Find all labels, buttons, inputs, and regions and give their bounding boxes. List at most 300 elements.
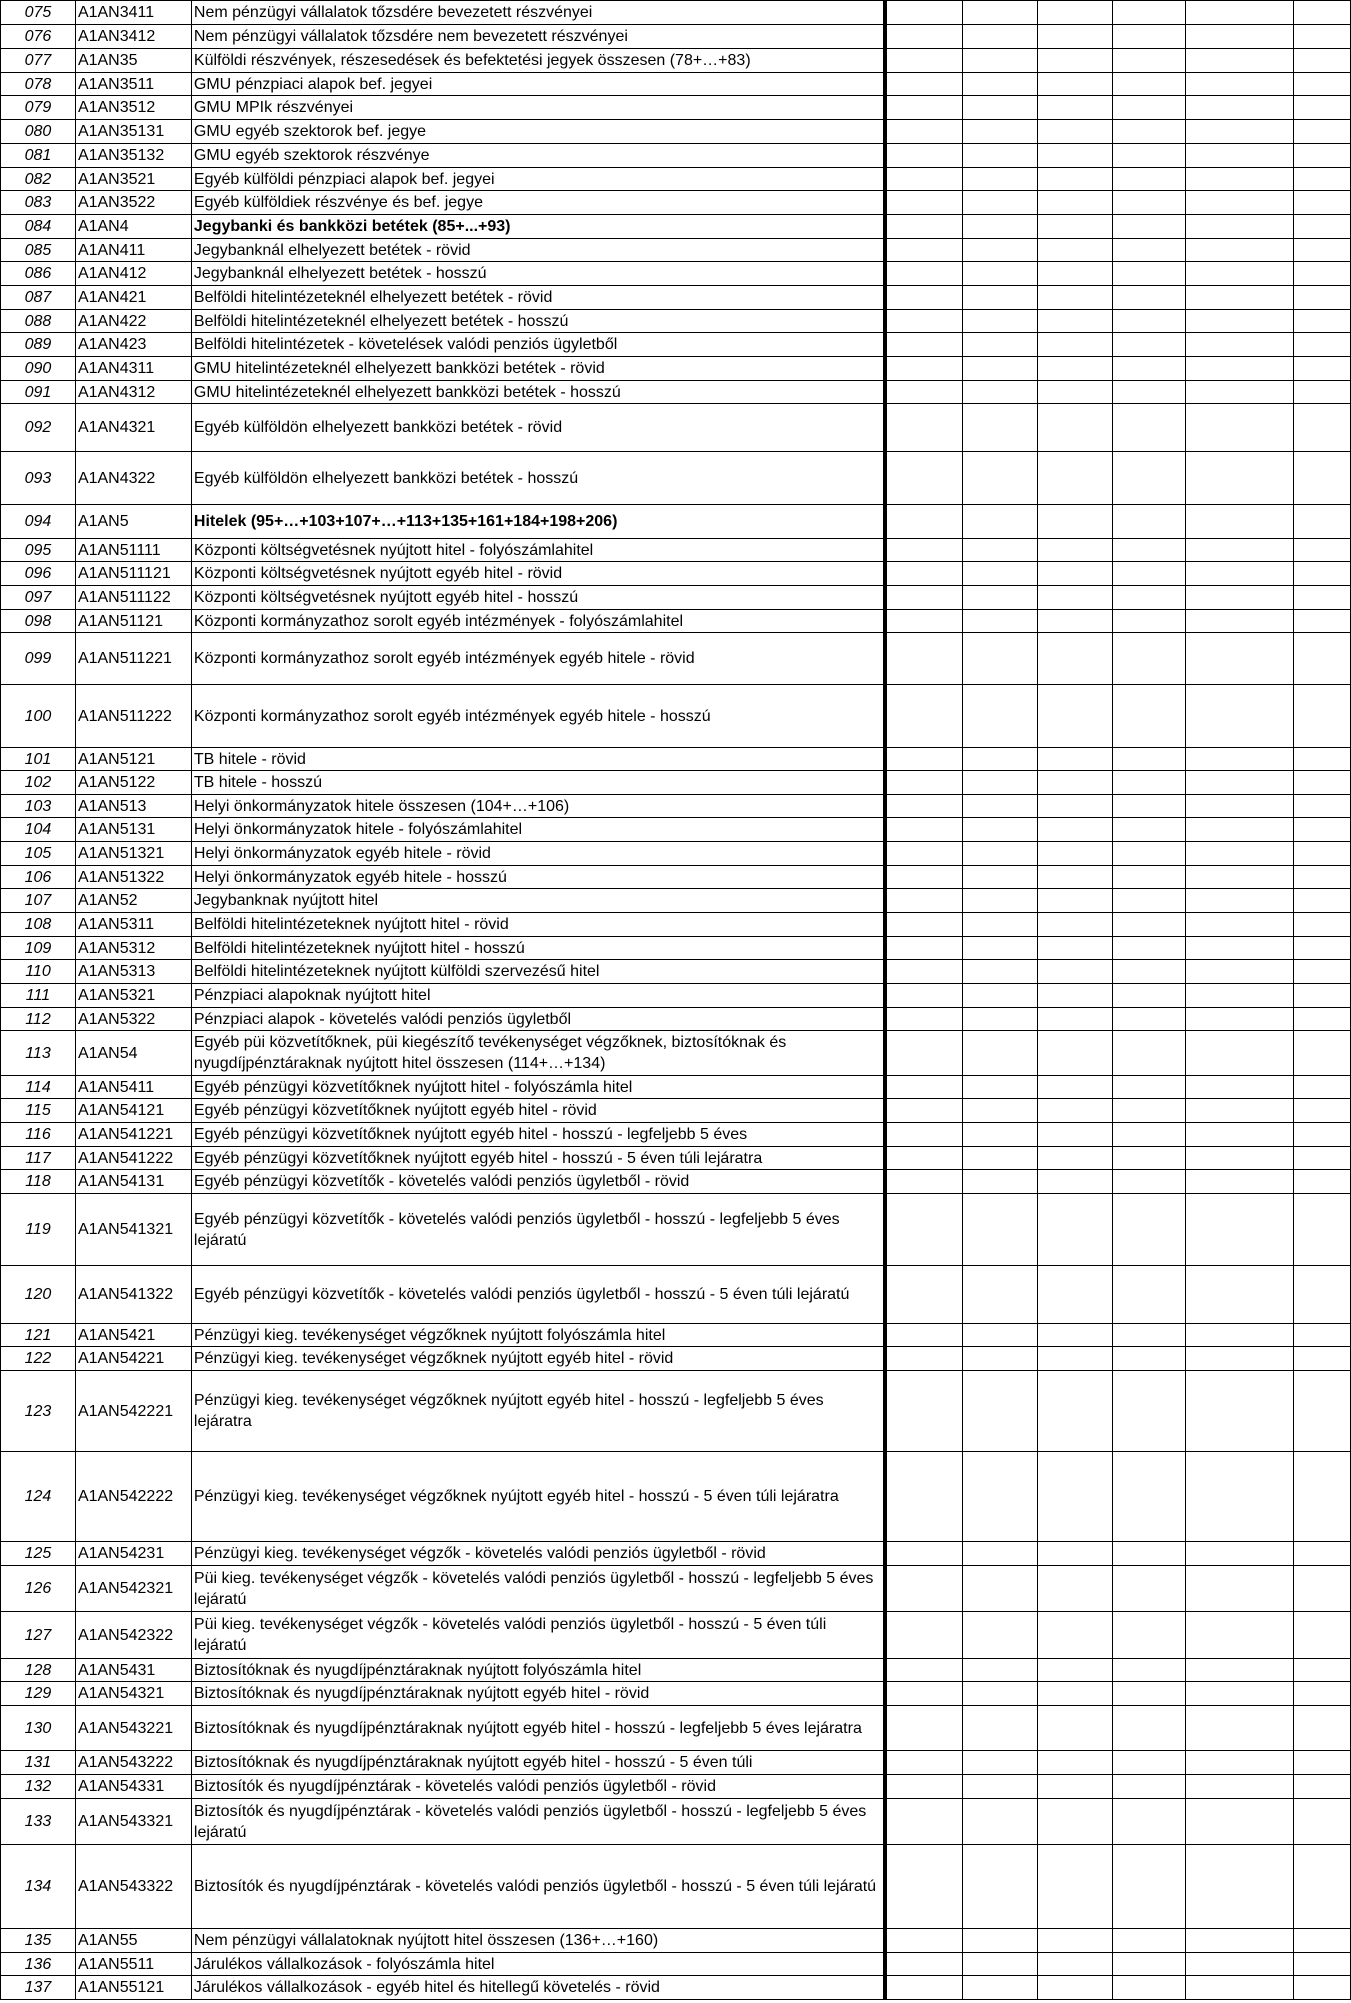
value-cell[interactable] — [1294, 357, 1351, 381]
value-cell[interactable] — [1186, 25, 1294, 49]
value-cell[interactable] — [1294, 685, 1351, 748]
value-cell[interactable] — [963, 1775, 1038, 1799]
value-cell[interactable] — [1294, 49, 1351, 73]
value-cell[interactable] — [1294, 795, 1351, 818]
value-cell[interactable] — [1113, 310, 1186, 333]
value-cell[interactable] — [1038, 937, 1113, 960]
value-cell[interactable] — [963, 610, 1038, 633]
value-cell[interactable] — [1038, 960, 1113, 984]
value-cell[interactable] — [1038, 1266, 1113, 1324]
value-cell[interactable] — [1186, 913, 1294, 937]
value-cell[interactable] — [963, 1751, 1038, 1775]
value-cell[interactable] — [1113, 262, 1186, 286]
value-cell[interactable] — [1038, 73, 1113, 96]
value-cell[interactable] — [1113, 1706, 1186, 1751]
value-cell[interactable] — [1113, 539, 1186, 562]
value-cell[interactable] — [1294, 889, 1351, 913]
value-cell[interactable] — [1294, 262, 1351, 286]
value-cell[interactable] — [963, 505, 1038, 539]
value-cell[interactable] — [963, 1076, 1038, 1099]
value-cell[interactable] — [963, 1170, 1038, 1194]
value-cell[interactable] — [963, 1194, 1038, 1266]
value-cell[interactable] — [1186, 842, 1294, 866]
value-cell[interactable] — [1186, 1845, 1294, 1929]
value-cell[interactable] — [1113, 215, 1186, 239]
value-cell[interactable] — [885, 1099, 963, 1123]
value-cell[interactable] — [963, 937, 1038, 960]
value-cell[interactable] — [1113, 1953, 1186, 1976]
value-cell[interactable] — [1038, 1194, 1113, 1266]
value-cell[interactable] — [1113, 1076, 1186, 1099]
value-cell[interactable] — [1038, 1076, 1113, 1099]
value-cell[interactable] — [1186, 610, 1294, 633]
value-cell[interactable] — [885, 1976, 963, 2000]
value-cell[interactable] — [1113, 1170, 1186, 1194]
value-cell[interactable] — [1038, 685, 1113, 748]
value-cell[interactable] — [1294, 771, 1351, 795]
value-cell[interactable] — [1186, 818, 1294, 842]
value-cell[interactable] — [1294, 168, 1351, 191]
value-cell[interactable] — [1294, 1706, 1351, 1751]
value-cell[interactable] — [1038, 1, 1113, 25]
value-cell[interactable] — [1294, 120, 1351, 144]
value-cell[interactable] — [1038, 357, 1113, 381]
value-cell[interactable] — [1294, 1099, 1351, 1123]
value-cell[interactable] — [1038, 1566, 1113, 1612]
value-cell[interactable] — [963, 357, 1038, 381]
value-cell[interactable] — [1113, 984, 1186, 1008]
value-cell[interactable] — [885, 1147, 963, 1170]
value-cell[interactable] — [1186, 1194, 1294, 1266]
value-cell[interactable] — [1113, 381, 1186, 404]
value-cell[interactable] — [885, 357, 963, 381]
value-cell[interactable] — [885, 960, 963, 984]
value-cell[interactable] — [1038, 1099, 1113, 1123]
value-cell[interactable] — [1186, 1976, 1294, 2000]
value-cell[interactable] — [885, 771, 963, 795]
value-cell[interactable] — [963, 1612, 1038, 1659]
value-cell[interactable] — [1113, 239, 1186, 262]
value-cell[interactable] — [885, 842, 963, 866]
value-cell[interactable] — [1186, 1566, 1294, 1612]
value-cell[interactable] — [1186, 1099, 1294, 1123]
value-cell[interactable] — [1113, 1123, 1186, 1147]
value-cell[interactable] — [1294, 25, 1351, 49]
value-cell[interactable] — [963, 1123, 1038, 1147]
value-cell[interactable] — [1294, 1612, 1351, 1659]
value-cell[interactable] — [885, 191, 963, 215]
value-cell[interactable] — [1038, 505, 1113, 539]
value-cell[interactable] — [1038, 96, 1113, 120]
value-cell[interactable] — [1113, 866, 1186, 889]
value-cell[interactable] — [963, 1799, 1038, 1845]
value-cell[interactable] — [1186, 1031, 1294, 1076]
value-cell[interactable] — [1294, 1566, 1351, 1612]
value-cell[interactable] — [1038, 866, 1113, 889]
value-cell[interactable] — [1294, 1542, 1351, 1566]
value-cell[interactable] — [1113, 1266, 1186, 1324]
value-cell[interactable] — [885, 286, 963, 310]
value-cell[interactable] — [1294, 215, 1351, 239]
value-cell[interactable] — [885, 1076, 963, 1099]
value-cell[interactable] — [1113, 1929, 1186, 1953]
value-cell[interactable] — [1186, 1123, 1294, 1147]
value-cell[interactable] — [885, 1170, 963, 1194]
value-cell[interactable] — [1113, 1194, 1186, 1266]
value-cell[interactable] — [1038, 633, 1113, 685]
value-cell[interactable] — [1038, 1452, 1113, 1542]
value-cell[interactable] — [1038, 539, 1113, 562]
value-cell[interactable] — [1294, 96, 1351, 120]
value-cell[interactable] — [1294, 1976, 1351, 2000]
value-cell[interactable] — [1294, 1929, 1351, 1953]
value-cell[interactable] — [885, 937, 963, 960]
value-cell[interactable] — [1294, 1123, 1351, 1147]
value-cell[interactable] — [1038, 771, 1113, 795]
value-cell[interactable] — [1038, 1845, 1113, 1929]
value-cell[interactable] — [963, 1, 1038, 25]
value-cell[interactable] — [1038, 1542, 1113, 1566]
value-cell[interactable] — [1186, 505, 1294, 539]
value-cell[interactable] — [885, 1008, 963, 1031]
value-cell[interactable] — [1294, 1799, 1351, 1845]
value-cell[interactable] — [963, 168, 1038, 191]
value-cell[interactable] — [963, 1008, 1038, 1031]
value-cell[interactable] — [963, 586, 1038, 610]
value-cell[interactable] — [1186, 96, 1294, 120]
value-cell[interactable] — [963, 381, 1038, 404]
value-cell[interactable] — [1186, 144, 1294, 168]
value-cell[interactable] — [1186, 239, 1294, 262]
value-cell[interactable] — [963, 25, 1038, 49]
value-cell[interactable] — [885, 73, 963, 96]
value-cell[interactable] — [885, 1566, 963, 1612]
value-cell[interactable] — [1186, 586, 1294, 610]
value-cell[interactable] — [1113, 452, 1186, 505]
value-cell[interactable] — [1294, 586, 1351, 610]
value-cell[interactable] — [1038, 1775, 1113, 1799]
value-cell[interactable] — [1294, 1452, 1351, 1542]
value-cell[interactable] — [1038, 262, 1113, 286]
value-cell[interactable] — [1113, 842, 1186, 866]
value-cell[interactable] — [1186, 73, 1294, 96]
value-cell[interactable] — [885, 1324, 963, 1347]
value-cell[interactable] — [1113, 562, 1186, 586]
value-cell[interactable] — [885, 452, 963, 505]
value-cell[interactable] — [1113, 49, 1186, 73]
value-cell[interactable] — [1294, 73, 1351, 96]
value-cell[interactable] — [1038, 168, 1113, 191]
value-cell[interactable] — [1186, 937, 1294, 960]
value-cell[interactable] — [963, 1147, 1038, 1170]
value-cell[interactable] — [1294, 562, 1351, 586]
value-cell[interactable] — [1186, 633, 1294, 685]
value-cell[interactable] — [963, 1706, 1038, 1751]
value-cell[interactable] — [1038, 286, 1113, 310]
value-cell[interactable] — [1294, 1775, 1351, 1799]
value-cell[interactable] — [1113, 1, 1186, 25]
value-cell[interactable] — [1038, 452, 1113, 505]
value-cell[interactable] — [1113, 1566, 1186, 1612]
value-cell[interactable] — [885, 120, 963, 144]
value-cell[interactable] — [1038, 1347, 1113, 1371]
value-cell[interactable] — [1113, 748, 1186, 771]
value-cell[interactable] — [1294, 1371, 1351, 1452]
value-cell[interactable] — [1186, 404, 1294, 452]
value-cell[interactable] — [1113, 1775, 1186, 1799]
value-cell[interactable] — [1186, 357, 1294, 381]
value-cell[interactable] — [1186, 215, 1294, 239]
value-cell[interactable] — [885, 1266, 963, 1324]
value-cell[interactable] — [1113, 1612, 1186, 1659]
value-cell[interactable] — [885, 215, 963, 239]
value-cell[interactable] — [1038, 404, 1113, 452]
value-cell[interactable] — [963, 1099, 1038, 1123]
value-cell[interactable] — [885, 1031, 963, 1076]
value-cell[interactable] — [963, 191, 1038, 215]
value-cell[interactable] — [963, 1566, 1038, 1612]
value-cell[interactable] — [963, 1953, 1038, 1976]
value-cell[interactable] — [1113, 1682, 1186, 1706]
value-cell[interactable] — [1038, 1324, 1113, 1347]
value-cell[interactable] — [1038, 748, 1113, 771]
value-cell[interactable] — [963, 1659, 1038, 1682]
value-cell[interactable] — [1113, 1099, 1186, 1123]
value-cell[interactable] — [1113, 586, 1186, 610]
value-cell[interactable] — [963, 960, 1038, 984]
value-cell[interactable] — [963, 795, 1038, 818]
value-cell[interactable] — [1186, 1659, 1294, 1682]
value-cell[interactable] — [1113, 795, 1186, 818]
value-cell[interactable] — [1186, 771, 1294, 795]
value-cell[interactable] — [1294, 1324, 1351, 1347]
value-cell[interactable] — [885, 633, 963, 685]
value-cell[interactable] — [1038, 25, 1113, 49]
value-cell[interactable] — [885, 1775, 963, 1799]
value-cell[interactable] — [1113, 1452, 1186, 1542]
value-cell[interactable] — [1113, 25, 1186, 49]
value-cell[interactable] — [963, 984, 1038, 1008]
value-cell[interactable] — [1186, 889, 1294, 913]
value-cell[interactable] — [1038, 913, 1113, 937]
value-cell[interactable] — [963, 748, 1038, 771]
value-cell[interactable] — [1186, 1452, 1294, 1542]
value-cell[interactable] — [963, 842, 1038, 866]
value-cell[interactable] — [1113, 1347, 1186, 1371]
value-cell[interactable] — [963, 633, 1038, 685]
value-cell[interactable] — [963, 144, 1038, 168]
value-cell[interactable] — [1186, 1371, 1294, 1452]
value-cell[interactable] — [885, 1799, 963, 1845]
value-cell[interactable] — [885, 1659, 963, 1682]
value-cell[interactable] — [1294, 404, 1351, 452]
value-cell[interactable] — [1038, 49, 1113, 73]
value-cell[interactable] — [885, 1682, 963, 1706]
value-cell[interactable] — [885, 1371, 963, 1452]
value-cell[interactable] — [1186, 539, 1294, 562]
value-cell[interactable] — [1038, 889, 1113, 913]
value-cell[interactable] — [1113, 120, 1186, 144]
value-cell[interactable] — [1038, 381, 1113, 404]
value-cell[interactable] — [1294, 1347, 1351, 1371]
value-cell[interactable] — [1038, 1170, 1113, 1194]
value-cell[interactable] — [885, 505, 963, 539]
value-cell[interactable] — [963, 818, 1038, 842]
value-cell[interactable] — [1038, 818, 1113, 842]
value-cell[interactable] — [1038, 120, 1113, 144]
value-cell[interactable] — [1294, 913, 1351, 937]
value-cell[interactable] — [885, 610, 963, 633]
value-cell[interactable] — [885, 1929, 963, 1953]
value-cell[interactable] — [963, 1682, 1038, 1706]
value-cell[interactable] — [1113, 286, 1186, 310]
value-cell[interactable] — [1113, 937, 1186, 960]
value-cell[interactable] — [1294, 144, 1351, 168]
value-cell[interactable] — [1113, 771, 1186, 795]
value-cell[interactable] — [1294, 1, 1351, 25]
value-cell[interactable] — [1186, 262, 1294, 286]
value-cell[interactable] — [963, 1324, 1038, 1347]
value-cell[interactable] — [1113, 1371, 1186, 1452]
value-cell[interactable] — [885, 1542, 963, 1566]
value-cell[interactable] — [1038, 1706, 1113, 1751]
value-cell[interactable] — [1113, 333, 1186, 357]
value-cell[interactable] — [885, 539, 963, 562]
value-cell[interactable] — [1038, 586, 1113, 610]
value-cell[interactable] — [963, 1371, 1038, 1452]
value-cell[interactable] — [885, 239, 963, 262]
value-cell[interactable] — [885, 818, 963, 842]
value-cell[interactable] — [1186, 310, 1294, 333]
value-cell[interactable] — [1038, 984, 1113, 1008]
value-cell[interactable] — [963, 866, 1038, 889]
value-cell[interactable] — [885, 795, 963, 818]
value-cell[interactable] — [1186, 1799, 1294, 1845]
value-cell[interactable] — [885, 1612, 963, 1659]
value-cell[interactable] — [1038, 610, 1113, 633]
value-cell[interactable] — [1294, 239, 1351, 262]
value-cell[interactable] — [1038, 310, 1113, 333]
value-cell[interactable] — [963, 333, 1038, 357]
value-cell[interactable] — [1186, 1076, 1294, 1099]
value-cell[interactable] — [1113, 1031, 1186, 1076]
value-cell[interactable] — [1113, 889, 1186, 913]
value-cell[interactable] — [885, 586, 963, 610]
value-cell[interactable] — [885, 562, 963, 586]
value-cell[interactable] — [885, 1194, 963, 1266]
value-cell[interactable] — [1294, 937, 1351, 960]
value-cell[interactable] — [1186, 960, 1294, 984]
value-cell[interactable] — [963, 120, 1038, 144]
value-cell[interactable] — [1113, 144, 1186, 168]
value-cell[interactable] — [1294, 1266, 1351, 1324]
value-cell[interactable] — [963, 239, 1038, 262]
value-cell[interactable] — [1186, 333, 1294, 357]
value-cell[interactable] — [1113, 1659, 1186, 1682]
value-cell[interactable] — [1186, 168, 1294, 191]
value-cell[interactable] — [963, 215, 1038, 239]
value-cell[interactable] — [1038, 215, 1113, 239]
value-cell[interactable] — [1113, 191, 1186, 215]
value-cell[interactable] — [1186, 286, 1294, 310]
value-cell[interactable] — [1294, 333, 1351, 357]
value-cell[interactable] — [1186, 866, 1294, 889]
value-cell[interactable] — [963, 1347, 1038, 1371]
value-cell[interactable] — [1038, 1799, 1113, 1845]
value-cell[interactable] — [885, 404, 963, 452]
value-cell[interactable] — [1186, 1147, 1294, 1170]
value-cell[interactable] — [1038, 1659, 1113, 1682]
value-cell[interactable] — [1294, 1682, 1351, 1706]
value-cell[interactable] — [1113, 1845, 1186, 1929]
value-cell[interactable] — [1186, 562, 1294, 586]
value-cell[interactable] — [963, 539, 1038, 562]
value-cell[interactable] — [1186, 1612, 1294, 1659]
value-cell[interactable] — [885, 1452, 963, 1542]
value-cell[interactable] — [885, 984, 963, 1008]
value-cell[interactable] — [963, 562, 1038, 586]
value-cell[interactable] — [963, 310, 1038, 333]
value-cell[interactable] — [885, 866, 963, 889]
value-cell[interactable] — [1038, 1953, 1113, 1976]
value-cell[interactable] — [963, 73, 1038, 96]
value-cell[interactable] — [1113, 73, 1186, 96]
value-cell[interactable] — [885, 381, 963, 404]
value-cell[interactable] — [1186, 1266, 1294, 1324]
value-cell[interactable] — [1038, 333, 1113, 357]
value-cell[interactable] — [885, 96, 963, 120]
value-cell[interactable] — [963, 1452, 1038, 1542]
value-cell[interactable] — [1186, 1008, 1294, 1031]
value-cell[interactable] — [963, 286, 1038, 310]
value-cell[interactable] — [885, 913, 963, 937]
value-cell[interactable] — [885, 25, 963, 49]
value-cell[interactable] — [1294, 818, 1351, 842]
value-cell[interactable] — [1113, 1008, 1186, 1031]
value-cell[interactable] — [1294, 310, 1351, 333]
value-cell[interactable] — [1038, 1682, 1113, 1706]
value-cell[interactable] — [1186, 1953, 1294, 1976]
value-cell[interactable] — [1038, 1147, 1113, 1170]
value-cell[interactable] — [885, 889, 963, 913]
value-cell[interactable] — [1294, 984, 1351, 1008]
value-cell[interactable] — [963, 96, 1038, 120]
value-cell[interactable] — [1186, 1929, 1294, 1953]
value-cell[interactable] — [1113, 404, 1186, 452]
value-cell[interactable] — [1038, 144, 1113, 168]
value-cell[interactable] — [1294, 1659, 1351, 1682]
value-cell[interactable] — [885, 1123, 963, 1147]
value-cell[interactable] — [1186, 1170, 1294, 1194]
value-cell[interactable] — [885, 1845, 963, 1929]
value-cell[interactable] — [885, 1751, 963, 1775]
value-cell[interactable] — [1294, 1147, 1351, 1170]
value-cell[interactable] — [1038, 1008, 1113, 1031]
value-cell[interactable] — [1294, 1170, 1351, 1194]
value-cell[interactable] — [1038, 191, 1113, 215]
value-cell[interactable] — [963, 262, 1038, 286]
value-cell[interactable] — [1294, 1031, 1351, 1076]
value-cell[interactable] — [1113, 1147, 1186, 1170]
value-cell[interactable] — [1294, 610, 1351, 633]
value-cell[interactable] — [1294, 842, 1351, 866]
value-cell[interactable] — [1038, 1751, 1113, 1775]
value-cell[interactable] — [1186, 381, 1294, 404]
value-cell[interactable] — [963, 1266, 1038, 1324]
value-cell[interactable] — [1294, 452, 1351, 505]
value-cell[interactable] — [1113, 96, 1186, 120]
value-cell[interactable] — [1186, 120, 1294, 144]
